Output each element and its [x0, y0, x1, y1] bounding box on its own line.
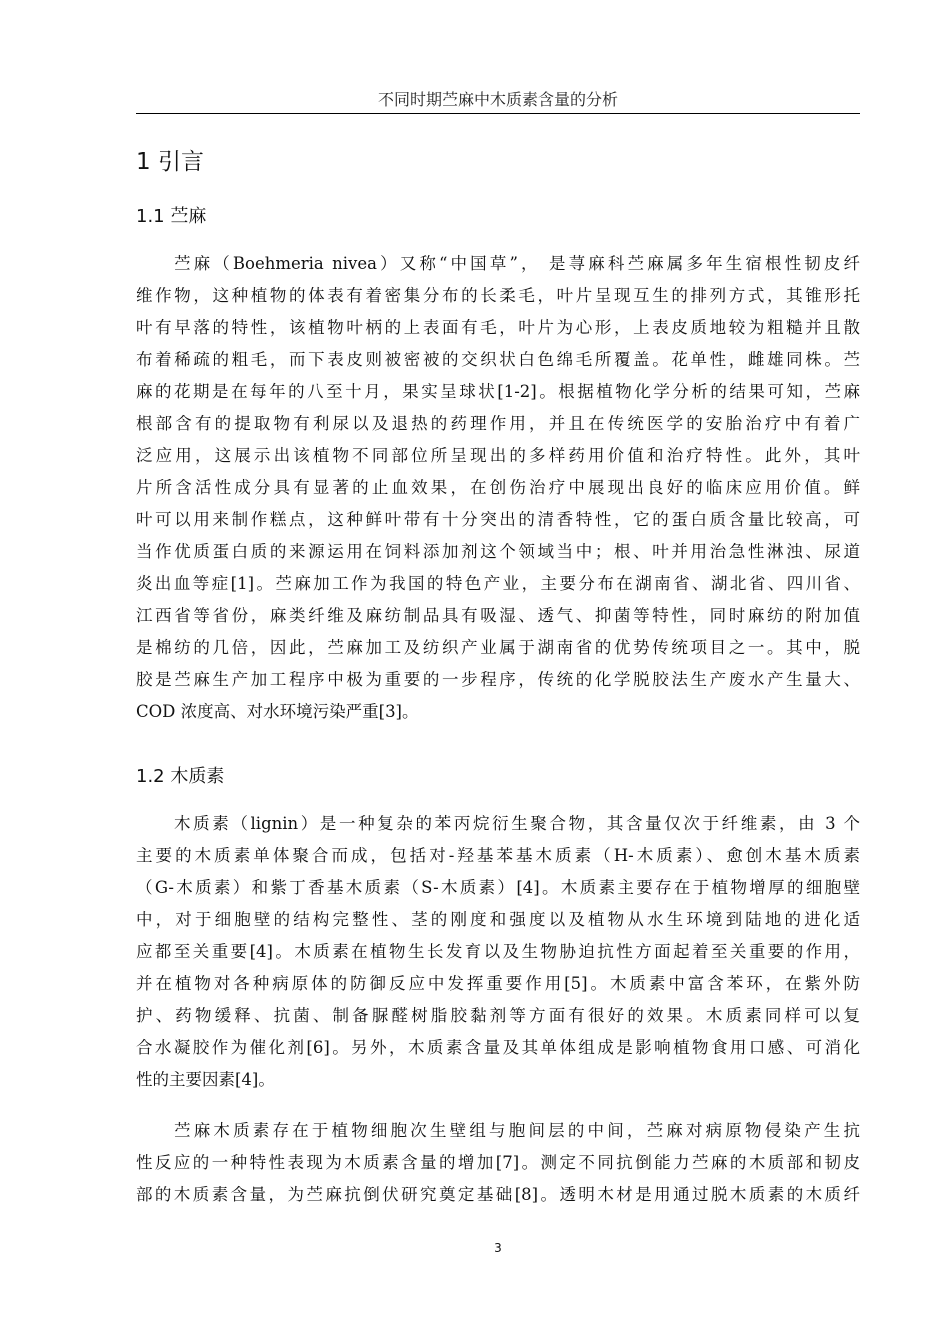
paragraph-line: 布着稀疏的粗毛，而下表皮则被密被的交织状白色绵毛所覆盖。花单性，雌雄同株。苎 — [136, 350, 860, 369]
paragraph-line: 炎出血等症[1]。苎麻加工作为我国的特色产业，主要分布在湖南省、湖北省、四川省、 — [136, 574, 860, 593]
paragraph-line: 应都至关重要[4]。木质素在植物生长发育以及生物胁迫抗性方面起着至关重要的作用， — [136, 942, 860, 961]
paragraph-lignin — [136, 808, 860, 1096]
paragraph-line: 护、药物缓释、抗菌、制备脲醛树脂胶黏剂等方面有很好的效果。木质素同样可以复 — [136, 1006, 860, 1025]
paragraph-line: 麻的花期是在每年的八至十月，果实呈球状[1-2]。根据植物化学分析的结果可知，苎麻 — [136, 382, 860, 401]
paragraph-line: 江西省等省份，麻类纤维及麻纺制品具有吸湿、透气、抑菌等特性，同时麻纺的附加值 — [136, 606, 860, 625]
paragraph-ramie-lignin — [136, 1115, 860, 1211]
paragraph-ramie — [136, 248, 860, 728]
paragraph-line: COD 浓度高、对水环境污染严重[3]。 — [136, 702, 419, 721]
paragraph-line: 叶有早落的特性，该植物叶柄的上表面有毛，叶片为心形，上表皮质地较为粗糙并且散 — [136, 318, 860, 337]
paragraph-line: 叶可以用来制作糕点，这种鲜叶带有十分突出的清香特性，它的蛋白质含量比较高，可 — [136, 510, 860, 529]
subsection-heading-ramie: 1.1 苎麻 — [136, 206, 207, 227]
paragraph-line: 片所含活性成分具有显著的止血效果，在创伤治疗中展现出良好的临床应用价值。鲜 — [136, 478, 860, 497]
subsection-heading-lignin: 1.2 木质素 — [136, 766, 225, 787]
running-header: 不同时期苎麻中木质素含量的分析 — [377, 90, 618, 109]
paragraph-line: 性反应的一种特性表现为木质素含量的增加[7]。测定不同抗倒能力苎麻的木质部和韧皮 — [136, 1153, 860, 1172]
paragraph-line: 并在植物对各种病原体的防御反应中发挥重要作用[5]。木质素中富含苯环，在紫外防 — [136, 974, 860, 993]
paragraph-line: 中，对于细胞壁的结构完整性、茎的刚度和强度以及植物从水生环境到陆地的进化适 — [136, 910, 860, 929]
paragraph-line: 苎麻（Boehmeria nivea）又称“中国草”， 是荨麻科苎麻属多年生宿根性韧皮纤 — [174, 254, 860, 273]
paragraph-line: 合水凝胶作为催化剂[6]。另外，木质素含量及其单体组成是影响植物食用口感、可消化 — [136, 1038, 860, 1057]
paragraph-line: 当作优质蛋白质的来源运用在饲料添加剂这个领域当中；根、叶并用治急性淋浊、尿道 — [136, 542, 860, 561]
paragraph-line: 维作物，这种植物的体表有着密集分布的长柔毛，叶片呈现互生的排列方式，其锥形托 — [136, 286, 860, 305]
section-heading-introduction: 1 引言 — [136, 149, 204, 175]
paragraph-line: 苎麻木质素存在于植物细胞次生壁组与胞间层的中间，苎麻对病原物侵染产生抗 — [174, 1121, 860, 1140]
paragraph-line: 根部含有的提取物有利尿以及退热的药理作用，并且在传统医学的安胎治疗中有着广 — [136, 414, 860, 433]
paragraph-line: 胶是苎麻生产加工程序中极为重要的一步程序，传统的化学脱胶法生产废水产生量大、 — [136, 670, 860, 689]
paragraph-line: 泛应用，这展示出该植物不同部位所呈现出的多样药用价值和治疗特性。此外，其叶 — [136, 446, 860, 465]
page-number: 3 — [494, 1241, 502, 1255]
paragraph-line: 木质素（lignin）是一种复杂的苯丙烷衍生聚合物，其含量仅次于纤维素，由 3 个 — [174, 814, 860, 833]
paragraph-line: 主要的木质素单体聚合而成，包括对-羟基苯基木质素（H-木质素）、愈创木基木质素 — [136, 846, 860, 865]
header-rule — [136, 113, 860, 114]
paragraph-line: 性的主要因素[4]。 — [136, 1070, 275, 1089]
paragraph-line: 部的木质素含量，为苎麻抗倒伏研究奠定基础[8]。透明木材是用通过脱木质素的木质纤 — [136, 1185, 860, 1204]
paragraph-line: 是棉纺的几倍，因此，苎麻加工及纺织产业属于湖南省的优势传统项目之一。其中，脱 — [136, 638, 860, 657]
paragraph-line: （G-木质素）和紫丁香基木质素（S-木质素）[4]。木质素主要存在于植物增厚的细胞壁 — [136, 878, 860, 897]
